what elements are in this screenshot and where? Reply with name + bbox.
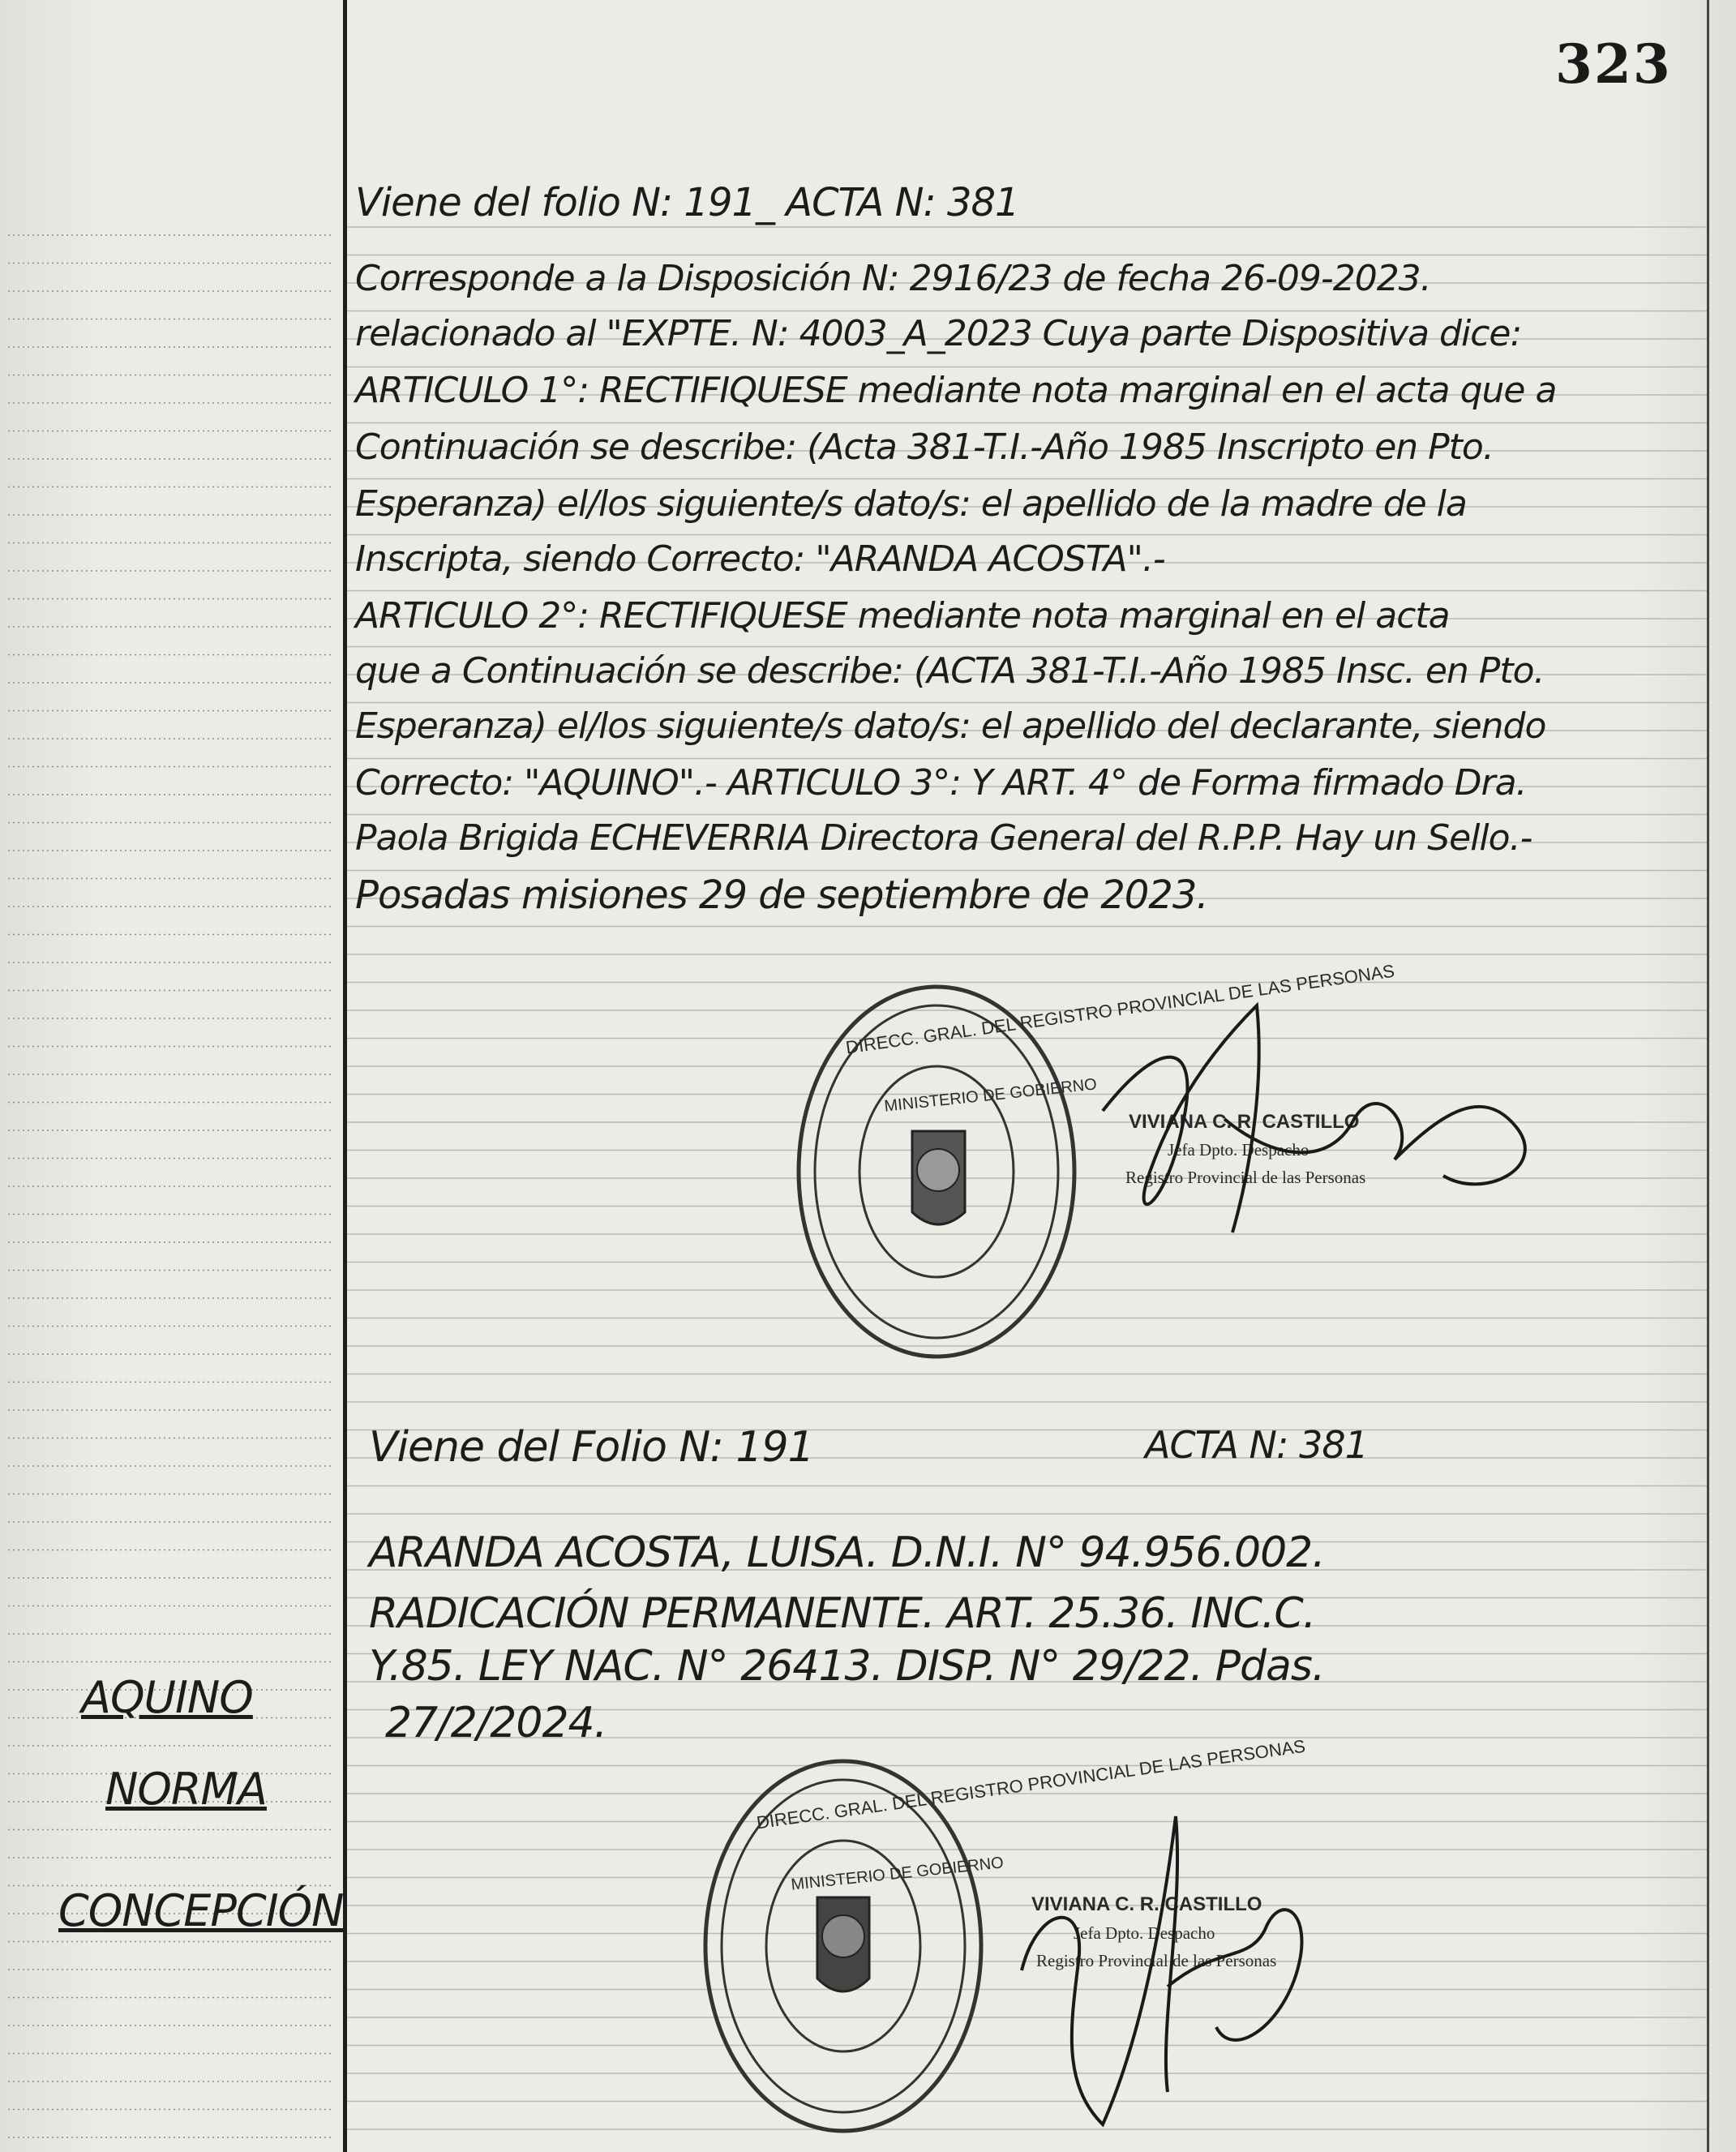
act-note-line: Viene del folio N: 191_ ACTA N: 381: [355, 180, 1019, 225]
stamp-outer-text: DIRECC. GRAL. DEL REGISTRO PROVINCIAL DE LAS PERSONAS: [844, 960, 1396, 1058]
margin-middle-name: CONCEPCIÓN: [58, 1885, 344, 1936]
official-office: Registro Provincial de las Personas: [1036, 1951, 1277, 1970]
margin-first-name: NORMA: [105, 1764, 267, 1815]
act-note-line: Paola Brigida ECHEVERRIA Directora General del R.P.P. Hay un Sello.-: [355, 817, 1532, 859]
second-note-header: Viene del Folio N: 191: [369, 1423, 814, 1472]
second-note-line: RADICACIÓN PERMANENTE. ART. 25.36. INC.C.: [369, 1589, 1316, 1638]
stamp-outer-text: DIRECC. GRAL. DEL REGISTRO PROVINCIAL DE LAS PERSONAS: [755, 1735, 1307, 1833]
act-note-line: Esperanza) el/los siguiente/s dato/s: el apellido de la madre de la: [355, 483, 1467, 525]
official-title: Jefa Dpto. Despacho: [1074, 1923, 1215, 1943]
stamp-inner-text: MINISTERIO DE GOBIERNO: [790, 1854, 1005, 1894]
margin-surname: AQUINO: [81, 1672, 253, 1723]
second-note-line: Y.85. LEY NAC. N° 26413. DISP. N° 29/22. Pdas.: [369, 1642, 1325, 1691]
act-note-line: Corresponde a la Disposición N: 2916/23 de fecha 26-09-2023.: [355, 258, 1431, 299]
act-note-line: ARTICULO 1°: RECTIFIQUESE mediante nota marginal en el acta que a: [355, 370, 1557, 411]
act-note-line: Inscripta, siendo Correcto: "ARANDA ACOSTA".-: [355, 538, 1165, 580]
signature: [973, 1784, 1395, 2141]
act-note-line: Correcto: "AQUINO".- ARTICULO 3°: Y ART. 4° de Forma firmado Dra.: [355, 762, 1527, 804]
margin-rule: [343, 0, 347, 2152]
second-note-line: 27/2/2024.: [385, 1699, 607, 1747]
official-name: VIVIANA C. R. CASTILLO: [1031, 1893, 1262, 1915]
act-note-line: que a Continuación se describe: (ACTA 381-T.I.-Año 1985 Insc. en Pto.: [355, 650, 1545, 692]
official-office: Registro Provincial de las Personas: [1125, 1168, 1366, 1187]
second-note-act: ACTA N: 381: [1145, 1423, 1368, 1467]
act-note-line: Continuación se describe: (Acta 381-T.I.-Año 1985 Inscripto en Pto.: [355, 427, 1494, 468]
stamp-inner-text: MINISTERIO DE GOBIERNO: [883, 1075, 1098, 1116]
official-title: Jefa Dpto. Despacho: [1168, 1140, 1310, 1160]
act-note-line: ARTICULO 2°: RECTIFIQUESE mediante nota marginal en el acta: [355, 595, 1450, 637]
act-note-line: Esperanza) el/los siguiente/s dato/s: el apellido del declarante, siendo: [355, 705, 1546, 747]
second-note-line: ARANDA ACOSTA, LUISA. D.N.I. N° 94.956.002.: [369, 1528, 1325, 1577]
signature: [1062, 989, 1573, 1265]
page-number: 323: [1555, 32, 1672, 96]
page-edge-rule: [1707, 0, 1709, 2152]
act-note-line: relacionado al "EXPTE. N: 4003_A_2023 Cuya parte Dispositiva dice:: [355, 313, 1522, 354]
act-note-line: Posadas misiones 29 de septiembre de 2023.: [355, 872, 1208, 918]
official-name: VIVIANA C. R. CASTILLO: [1129, 1111, 1360, 1133]
